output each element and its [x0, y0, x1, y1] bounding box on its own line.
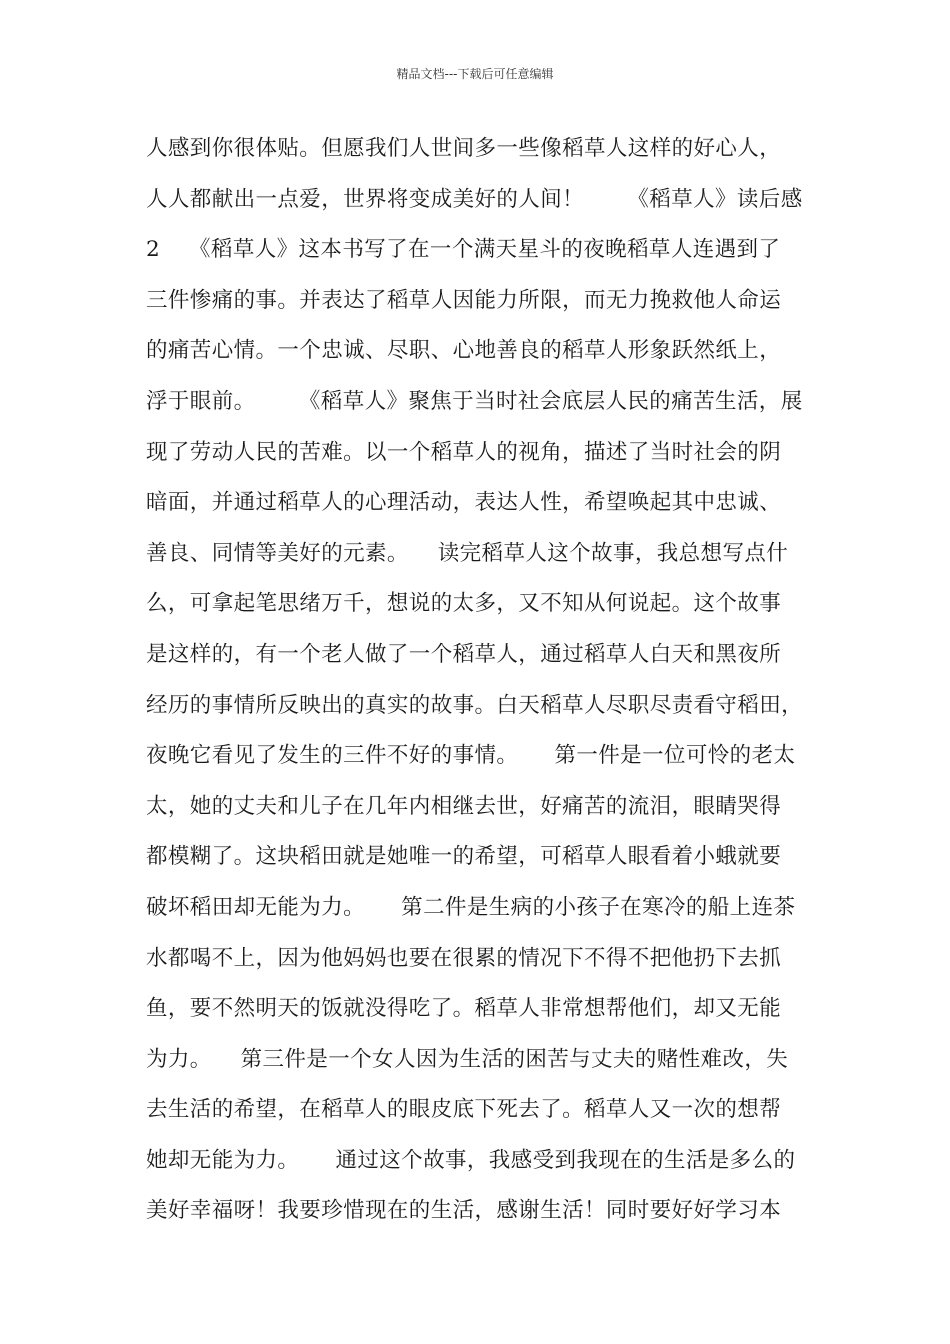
text-line: 鱼，要不然明天的饭就没得吃了。稻草人非常想帮他们，却又无能: [146, 996, 782, 1022]
text-line: 去生活的希望，在稻草人的眼皮底下死去了。稻草人又一次的想帮: [146, 1097, 782, 1123]
text-line: 么，可拿起笔思绪万千，想说的太多，又不知从何说起。这个故事: [146, 591, 782, 617]
text-line: 水都喝不上，因为他妈妈也要在很累的情况下不得不把他扔下去抓: [146, 945, 782, 971]
text-line: 浮于眼前。 《稻草人》聚焦于当时社会底层人民的痛苦生活，展: [146, 388, 803, 414]
text-line: 三件惨痛的事。并表达了稻草人因能力所限，而无力挽救他人命运: [146, 287, 782, 313]
text-line: 现了劳动人民的苦难。以一个稻草人的视角，描述了当时社会的阴: [146, 439, 782, 465]
text-line: 经历的事情所反映出的真实的故事。白天稻草人尽职尽责看守稻田，: [146, 692, 804, 718]
text-line: 的痛苦心情。一个忠诚、尽职、心地善良的稻草人形象跃然纸上，: [146, 338, 782, 364]
text-line: 善良、同情等美好的元素。 读完稻草人这个故事，我总想写点什: [146, 540, 789, 566]
text-line: 为力。 第三件是一个女人因为生活的困苦与丈夫的赌性难改，失: [146, 1046, 789, 1072]
text-line: 破坏稻田却无能为力。 第二件是生病的小孩子在寒冷的船上连茶: [146, 894, 796, 920]
text-line: 美好幸福呀！我要珍惜现在的生活，感谢生活！同时要好好学习本: [146, 1198, 782, 1224]
document-body: [146, 124, 826, 1237]
page-header: 精品文档---下载后可任意编辑: [396, 67, 554, 81]
text-line: 都模糊了。这块稻田就是她唯一的希望，可稻草人眼看着小蛾就要: [146, 844, 782, 870]
text-line: 人感到你很体贴。但愿我们人世间多一些像稻草人这样的好心人，: [146, 136, 782, 161]
text-line: 太，她的丈夫和儿子在几年内相继去世，好痛苦的流泪，眼睛哭得: [146, 793, 782, 819]
text-line: 是这样的，有一个老人做了一个稻草人，通过稻草人白天和黑夜所: [146, 641, 782, 667]
text-line: 她却无能为力。 通过这个故事，我感受到我现在的生活是多么的: [146, 1147, 796, 1173]
text-line: 2 《稻草人》这本书写了在一个满天星斗的夜晚稻草人连遇到了: [146, 237, 781, 263]
text-line: 暗面，并通过稻草人的心理活动，表达人性，希望唤起其中忠诚、: [146, 490, 782, 516]
text-line: 夜晚它看见了发生的三件不好的事情。 第一件是一位可怜的老太: [146, 743, 796, 769]
text-line: 人人都献出一点爱，世界将变成美好的人间！ 《稻草人》读后感: [146, 186, 803, 212]
